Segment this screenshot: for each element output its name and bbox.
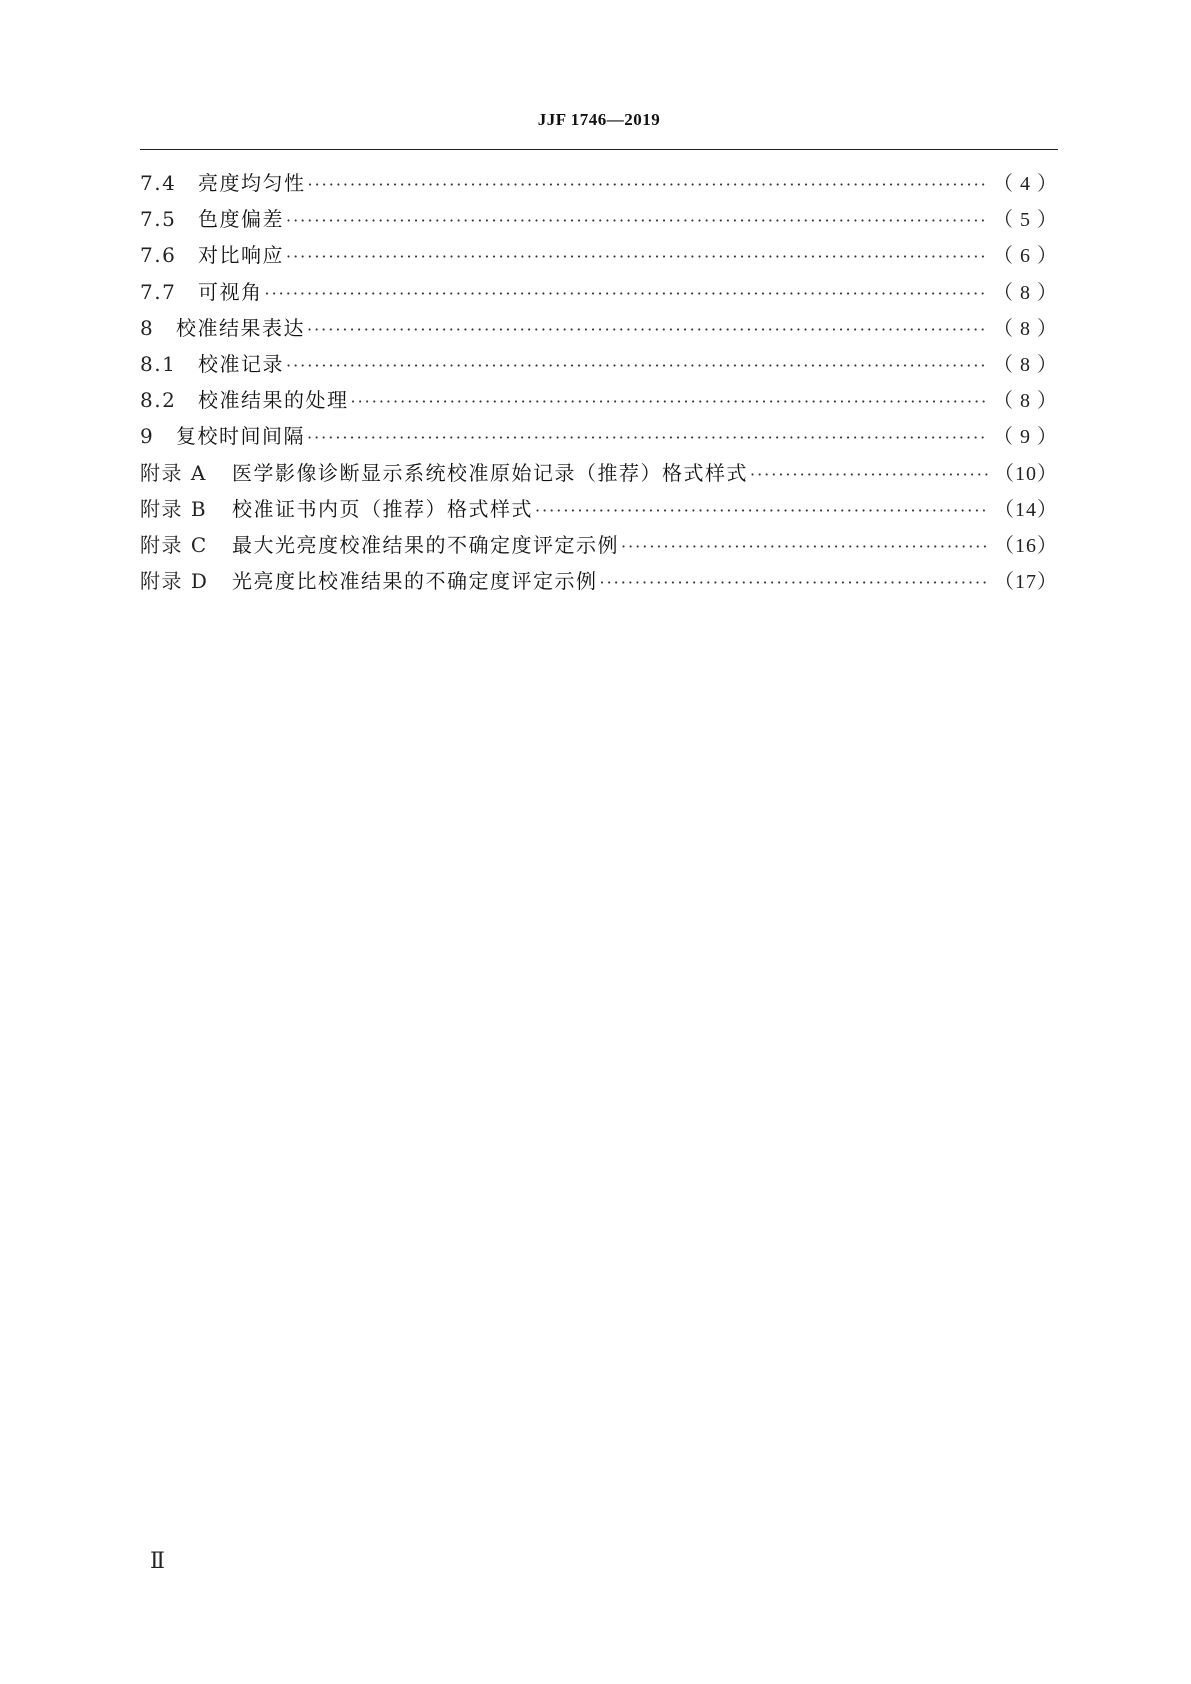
toc-entry-title: 复校时间间隔 <box>176 424 305 449</box>
toc-leader-dots <box>307 428 987 447</box>
table-of-contents <box>140 167 1058 601</box>
document-code: JJF 1746—2019 <box>537 110 661 129</box>
toc-entry-page: （10） <box>994 462 1058 485</box>
toc-entry-title: 校准证书内页（推荐）格式样式 <box>232 496 533 521</box>
toc-leader-dots <box>286 247 987 266</box>
toc-entry-page: （ 8 ） <box>993 390 1058 413</box>
toc-entry-title: 校准结果表达 <box>176 315 305 340</box>
toc-entry-7-5[interactable] <box>140 203 1058 239</box>
toc-leader-dots <box>308 175 988 194</box>
toc-entry-7-6[interactable] <box>140 239 1058 275</box>
toc-entry-number: 7.6 <box>140 243 177 268</box>
toc-leader-dots <box>750 465 988 484</box>
toc-entry-number: 7.5 <box>140 207 177 232</box>
toc-entry-number: 7.4 <box>140 171 177 195</box>
toc-entry-page: （ 9 ） <box>993 426 1058 449</box>
toc-entry-title: 光亮度比校准结果的不确定度评定示例 <box>232 569 598 594</box>
toc-entry-appendix-b[interactable] <box>140 493 1058 529</box>
toc-entry-title: 色度偏差 <box>198 207 284 232</box>
toc-entry-page: （ 8 ） <box>993 317 1058 340</box>
toc-entry-number: 附录 B <box>140 496 208 521</box>
toc-leader-dots <box>265 284 988 303</box>
toc-entry-8[interactable] <box>140 312 1058 348</box>
toc-entry-title: 可视角 <box>198 279 263 304</box>
toc-leader-dots <box>621 537 988 556</box>
toc-entry-title: 亮度均匀性 <box>198 171 306 195</box>
toc-leader-dots <box>286 356 987 375</box>
toc-entry-8-2[interactable] <box>140 384 1058 420</box>
toc-entry-number: 9 <box>140 424 155 449</box>
toc-entry-title: 最大光亮度校准结果的不确定度评定示例 <box>232 532 619 557</box>
toc-leader-dots <box>307 320 987 339</box>
toc-entry-number: 8.1 <box>140 351 177 376</box>
toc-entry-appendix-a[interactable] <box>140 457 1058 493</box>
toc-entry-title: 医学影像诊断显示系统校准原始记录（推荐）格式样式 <box>232 460 748 485</box>
toc-entry-title: 校准结果的处理 <box>198 388 349 413</box>
toc-entry-number: 附录 C <box>140 532 208 557</box>
toc-entry-page: （ 5 ） <box>993 209 1058 232</box>
toc-entry-page: （17） <box>994 571 1058 594</box>
running-header <box>140 108 1058 150</box>
toc-entry-appendix-d[interactable] <box>140 565 1058 601</box>
toc-entry-page: （14） <box>994 498 1058 521</box>
toc-entry-title: 校准记录 <box>198 351 284 376</box>
toc-entry-number: 7.7 <box>140 279 177 304</box>
toc-entry-7-4[interactable] <box>140 167 1058 203</box>
toc-entry-page: （ 8 ） <box>993 353 1058 376</box>
toc-entry-9[interactable] <box>140 420 1058 456</box>
toc-entry-number: 8.2 <box>140 388 177 413</box>
toc-leader-dots <box>351 392 988 411</box>
toc-entry-8-1[interactable] <box>140 348 1058 384</box>
toc-entry-page: （ 6 ） <box>993 245 1058 268</box>
toc-entry-page: （16） <box>994 534 1058 557</box>
toc-entry-page: （ 4 ） <box>993 173 1058 195</box>
toc-leader-dots <box>535 501 988 520</box>
toc-entry-page: （ 8 ） <box>993 281 1058 304</box>
toc-leader-dots <box>600 573 989 592</box>
toc-entry-number: 附录 D <box>140 569 209 594</box>
toc-entry-number: 附录 A <box>140 460 207 485</box>
toc-entry-7-7[interactable] <box>140 276 1058 312</box>
toc-entry-title: 对比响应 <box>198 243 284 268</box>
toc-entry-number: 8 <box>140 315 155 340</box>
toc-entry-appendix-c[interactable] <box>140 529 1058 565</box>
page-number: Ⅱ <box>150 1548 165 1573</box>
toc-leader-dots <box>286 211 987 230</box>
